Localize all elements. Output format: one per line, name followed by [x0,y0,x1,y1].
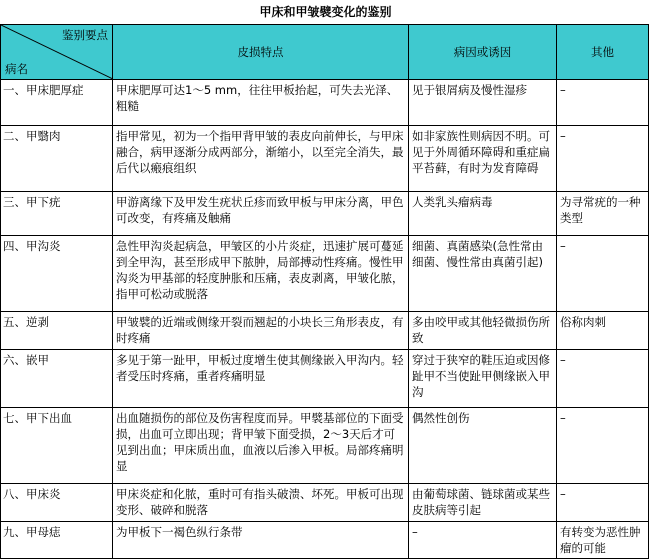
row-lesion: 甲游离缘下及甲发生疣状丘疹而致甲板与甲床分离，甲色可改变，有疼痛及触痛 [113,192,409,236]
row-cause: 人类乳头瘤病毒 [409,192,557,236]
row-lesion: 甲床炎症和化脓，重时可有指头破溃、坏死。甲板可出现变形、破碎和脱落 [113,484,409,522]
row-cause: 如非家族性则病因不明。可见于外周循环障碍和重症扁平苔藓，有时为发育障碍 [409,126,557,192]
row-name: 六、嵌甲 [1,350,113,408]
header-cause: 病因或诱因 [409,25,557,80]
row-other: 为寻常疣的一种类型 [557,192,649,236]
row-cause: 见于银屑病及慢性湿疹 [409,80,557,126]
row-other: – [557,484,649,522]
row-other: 有转变为恶性肿瘤的可能 [557,522,649,559]
row-other: – [557,236,649,312]
table-row [1,522,649,559]
row-other: – [557,126,649,192]
document-title: 甲床和甲皱襞变化的鉴别 [259,5,392,19]
header-corner-bottom: 病名 [5,62,28,76]
table-row [1,408,649,484]
row-name: 二、甲翳肉 [1,126,113,192]
table-row [1,350,649,408]
row-name: 五、逆剥 [1,312,113,350]
table-row [1,484,649,522]
comparison-table [0,24,649,559]
corner-header-cell [1,25,113,80]
row-name: 九、甲母痣 [1,522,113,559]
row-other: – [557,408,649,484]
row-name: 三、甲下疣 [1,192,113,236]
row-name: 八、甲床炎 [1,484,113,522]
row-cause: 细菌、真菌感染(急性常由细菌、慢性常由真菌引起) [409,236,557,312]
row-other: 俗称肉刺 [557,312,649,350]
row-other: – [557,350,649,408]
header-row [1,25,649,80]
row-lesion: 急性甲沟炎起病急，甲皱区的小片炎症，迅速扩展可蔓延到全甲沟，甚至形成甲下脓肿，局部搏动性疼痛。慢性甲沟炎为甲基部的轻度肿胀和压痛，表皮剥离，甲皱化脓，指甲可松动或脱落 [113,236,409,312]
row-cause: 穿过于狭窄的鞋压迫或因修趾甲不当使趾甲侧缘嵌入甲沟 [409,350,557,408]
row-cause: – [409,522,557,559]
table-row [1,236,649,312]
row-lesion: 多见于第一趾甲，甲板过度增生使其侧缘嵌入甲沟内。轻者受压时疼痛，重者疼痛明显 [113,350,409,408]
row-cause: 由葡萄球菌、链球菌或某些皮肤病等引起 [409,484,557,522]
table-row [1,80,649,126]
header-other: 其他 [557,25,649,80]
row-lesion: 出血随损伤的部位及伤害程度而异。甲襞基部位的下面受损，出血可立即出现；背甲皱下面受损，2～3天后才可见到出血；甲床质出血，血液以后渗入甲板。局部疼痛明显 [113,408,409,484]
table-row [1,126,649,192]
row-name: 一、甲床肥厚症 [1,80,113,126]
row-cause: 偶然性创伤 [409,408,557,484]
header-corner-top: 鉴别要点 [62,28,108,42]
row-lesion: 甲床肥厚可达1～5 mm，往往甲板抬起，可失去光泽、粗糙 [113,80,409,126]
header-lesion: 皮损特点 [113,25,409,80]
row-cause: 多由咬甲或其他轻微损伤所致 [409,312,557,350]
row-name: 四、甲沟炎 [1,236,113,312]
row-other: – [557,80,649,126]
row-name: 七、甲下出血 [1,408,113,484]
table-row [1,192,649,236]
row-lesion: 甲皱襞的近端或侧缘开裂而翘起的小块长三角形表皮，有时疼痛 [113,312,409,350]
row-lesion: 指甲常见，初为一个指甲背甲皱的表皮向前伸长，与甲床融合，病甲逐渐分成两部分，渐缩小，以至完全消失，最后代以瘢痕组织 [113,126,409,192]
row-lesion: 为甲板下一褐色纵行条带 [113,522,409,559]
table-row [1,312,649,350]
